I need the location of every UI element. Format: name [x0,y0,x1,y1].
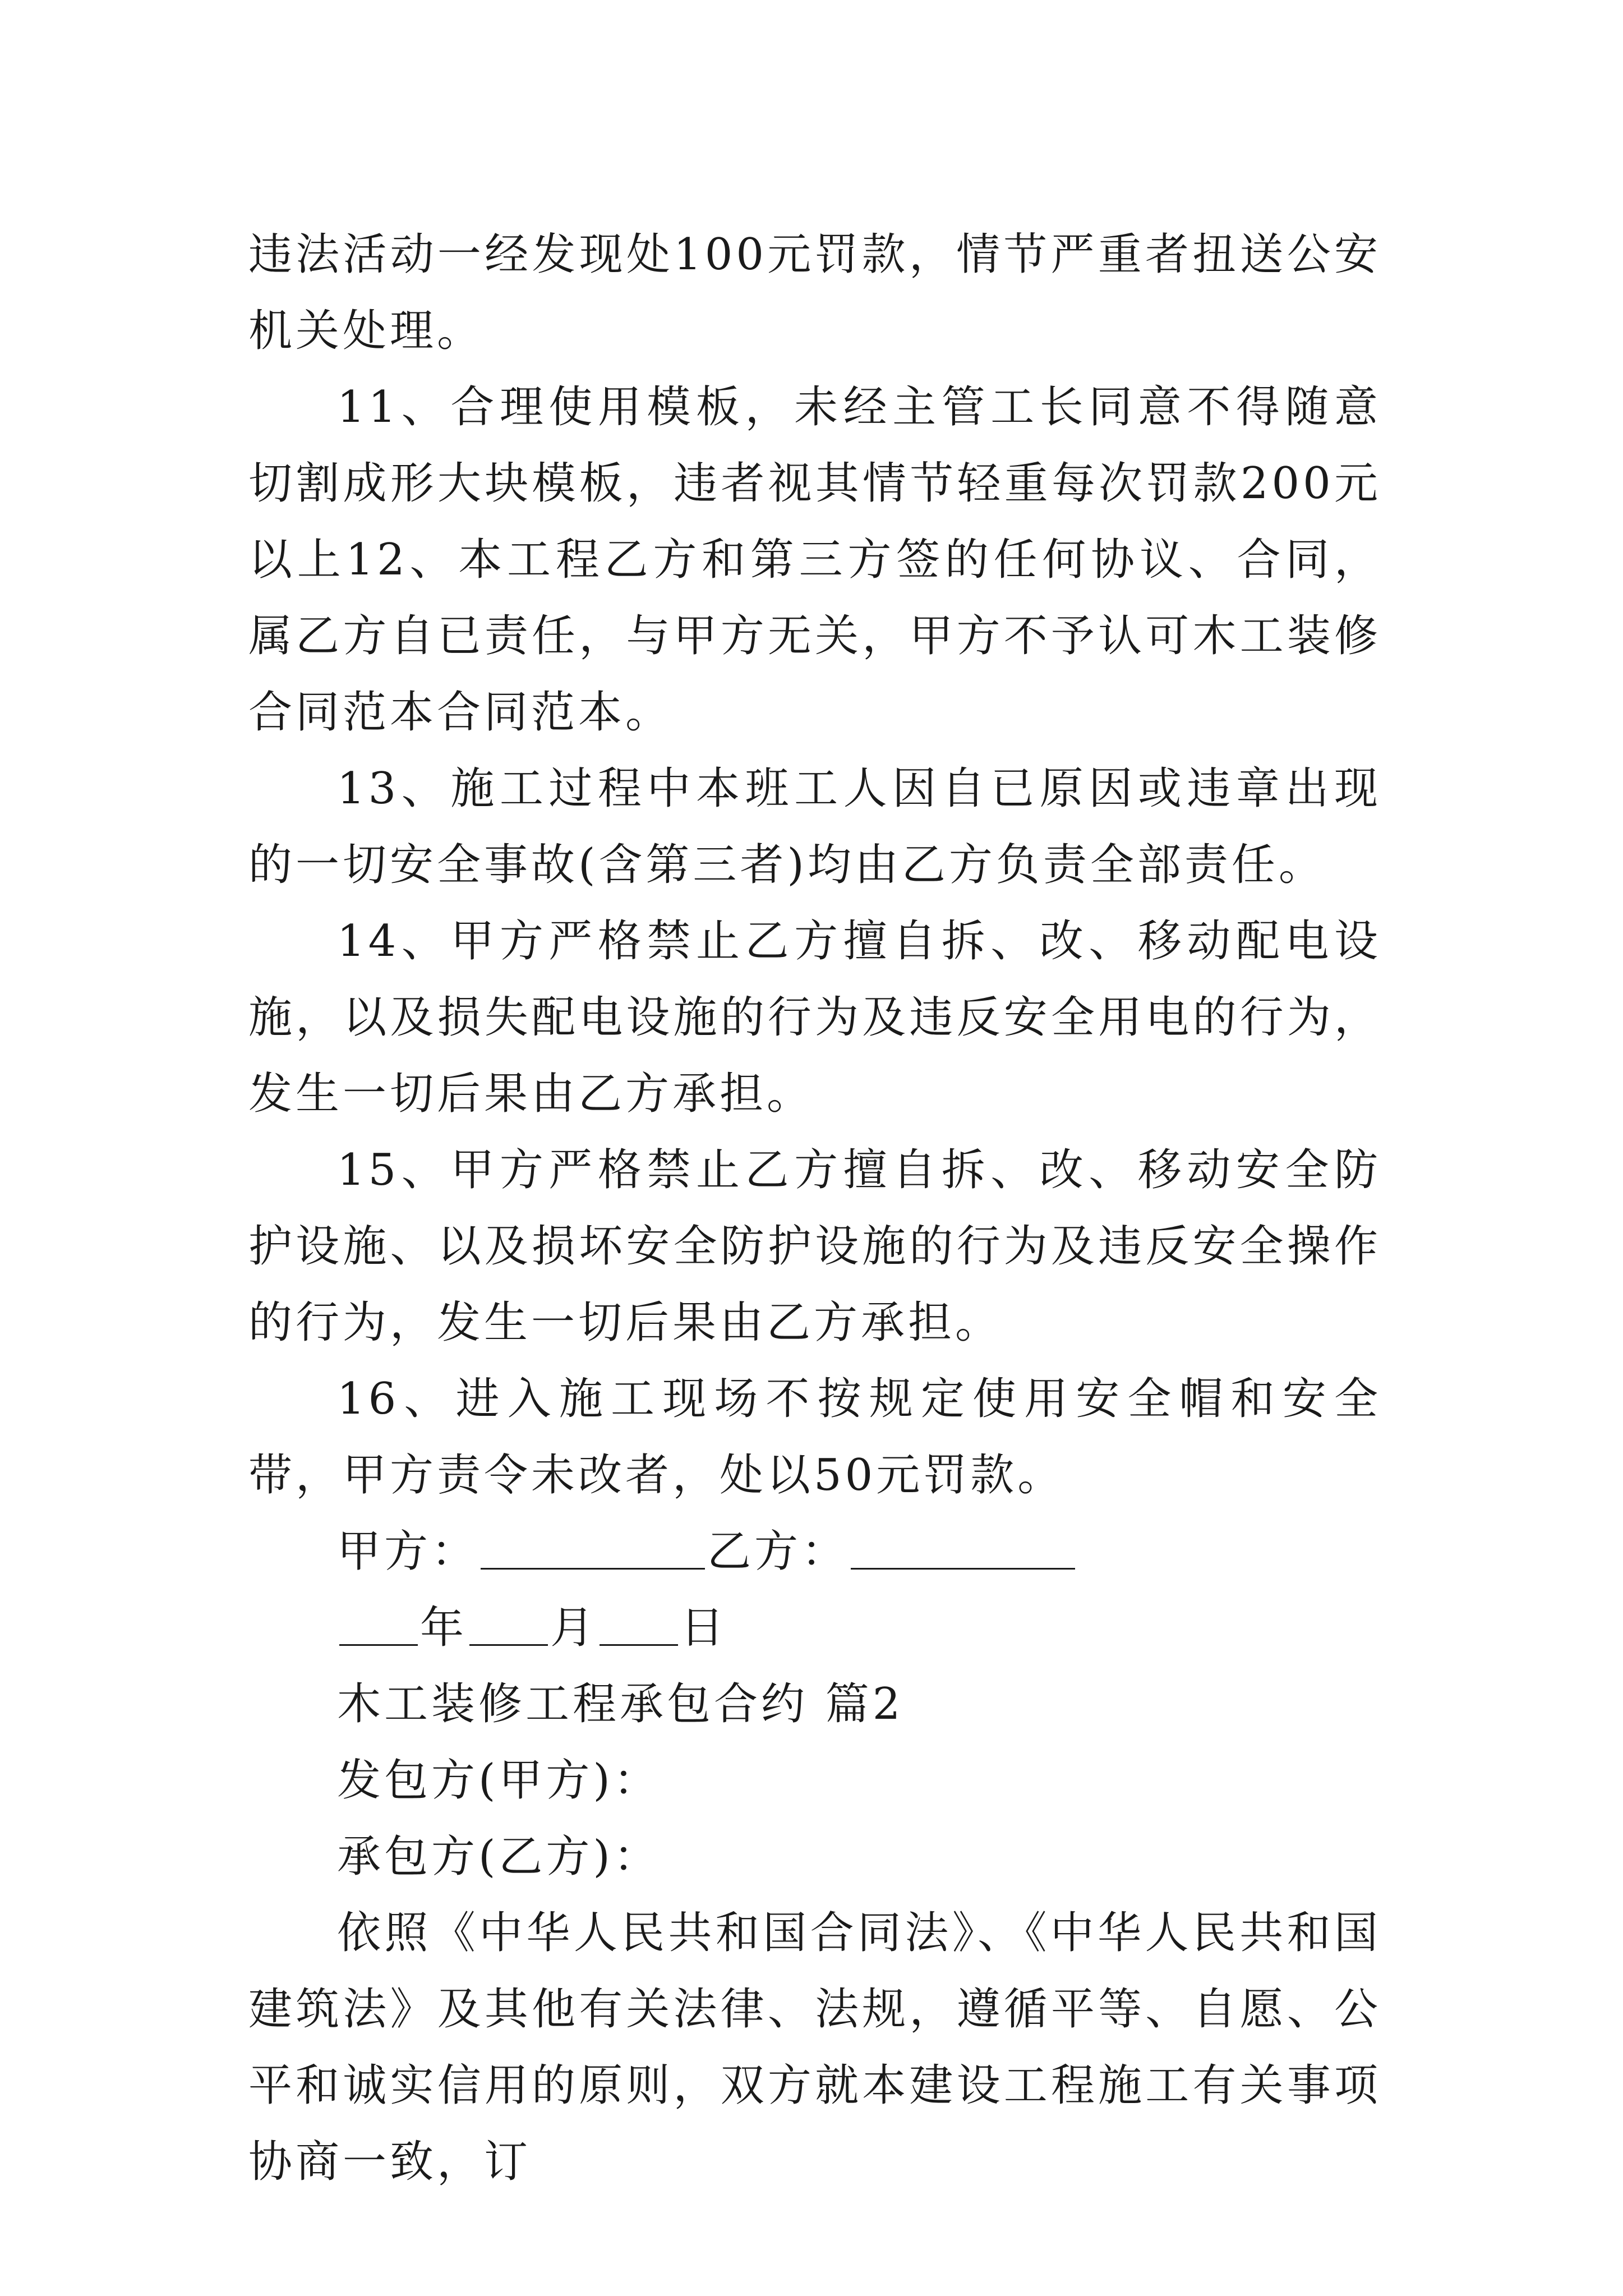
clause-13: 13、施工过程中本班工人因自已原因或违章出现的一切安全事故(含第三者)均由乙方负责全部责任。 [248,763,1381,890]
section-2-intro: 依照《中华人民共和国合同法》、《中华人民共和国建筑法》及其他有关法律、法规，遵循平等、自愿、公平和诚实信用的原则，双方就本建设工程施工有关事项协商一致，订 [248,1908,1381,2187]
date-line [248,1590,1381,1666]
contractor-line: 承包方(乙方)： [337,1832,661,1882]
day-label: 日 [680,1603,728,1653]
party-b-label: 乙方： [707,1526,849,1577]
clause-15: 15、甲方严格禁止乙方擅自拆、改、移动安全防护设施、以及损坏安全防护设施的行为及违反安全操作的行为，发生一切后果由乙方承担。 [248,1145,1381,1348]
signature-line [248,1513,1381,1590]
section-2-title: 木工装修工程承包合约 篇2 [337,1679,904,1729]
year-blank [339,1605,418,1646]
paragraph-continuation: 违法活动一经发现处100元罚款，情节严重者扭送公安机关处理。 [248,229,1381,356]
clause-16: 16、进入施工现场不按规定使用安全帽和安全带，甲方责令未改者，处以50元罚款。 [248,1374,1381,1501]
year-label: 年 [420,1603,468,1653]
clause-11: 11、合理使用模板，未经主管工长同意不得随意切割成形大块模板，违者视其情节轻重每次罚款200元以上12、本工程乙方和第三方签的任何协议、合同，属乙方自已责任，与甲方无关，甲方不予认可木工装修合同范本合同范本。 [248,382,1381,738]
document-body [248,217,1381,2200]
day-blank [600,1605,678,1646]
employer-line: 发包方(甲方)： [337,1755,661,1806]
party-b-signature-blank [851,1529,1075,1570]
party-a-signature-blank [481,1529,705,1570]
party-a-label: 甲方： [337,1526,479,1577]
month-label: 月 [550,1603,598,1653]
month-blank [469,1605,548,1646]
clause-14: 14、甲方严格禁止乙方擅自拆、改、移动配电设施，以及损失配电设施的行为及违反安全用电的行为，发生一切后果由乙方承担。 [248,916,1381,1119]
